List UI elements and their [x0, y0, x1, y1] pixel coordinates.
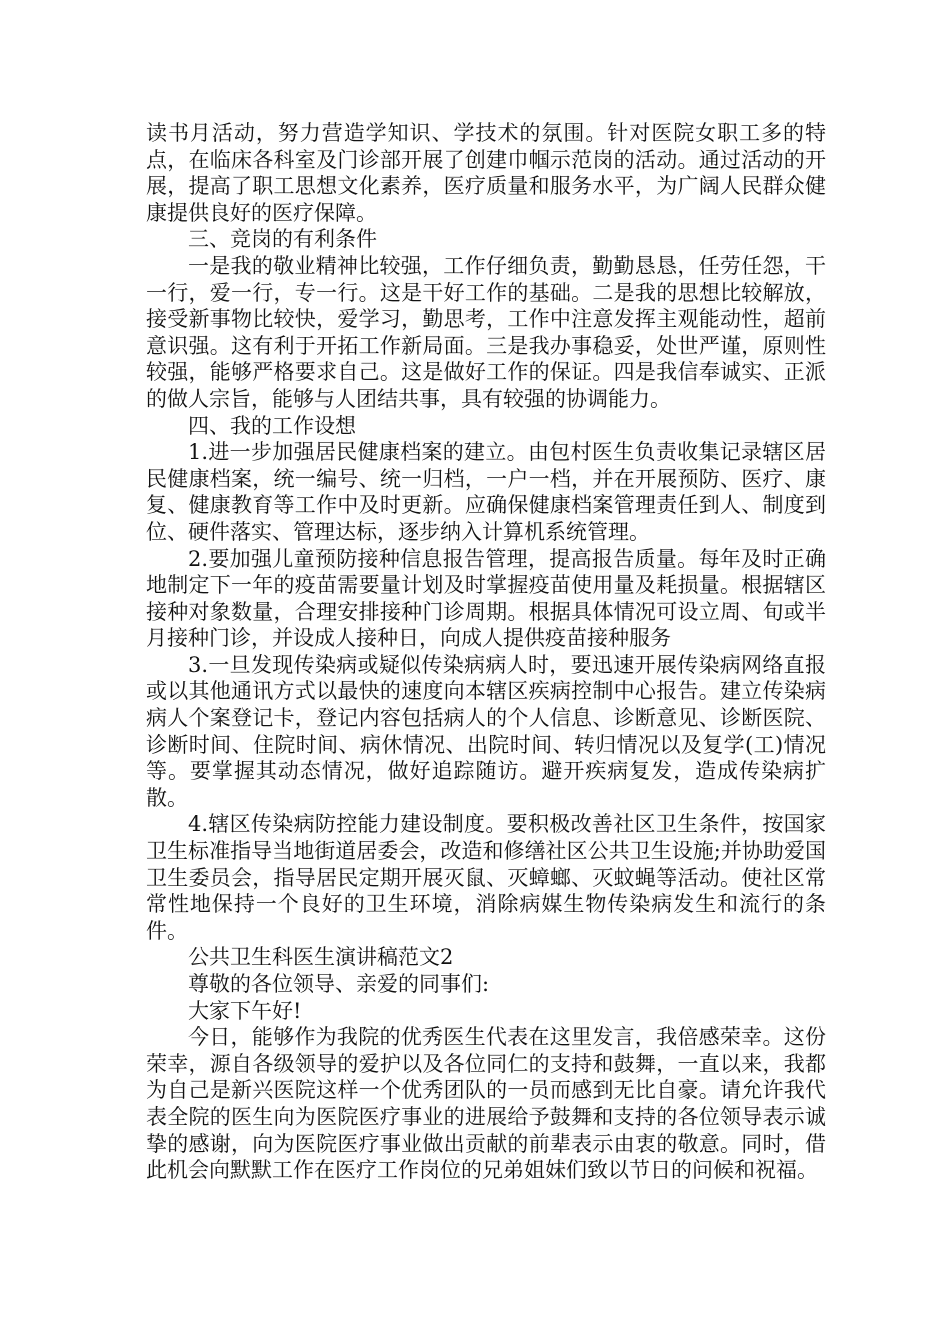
- section-heading-work-plan: 四、我的工作设想: [188, 413, 356, 438]
- section-heading-advantages: 三、竞岗的有利条件: [188, 227, 377, 252]
- speech-title: 公共卫生科医生演讲稿范文2: [188, 945, 454, 970]
- document-body: [146, 120, 826, 1184]
- speech-salutation: 尊敬的各位领导、亲爱的同事们:: [188, 972, 490, 996]
- paragraph-plan-4: 4.辖区传染病防控能力建设制度。要积极改善社区卫生条件，按国家卫生标准指导当地街道居委会，改造和修缮社区公共卫生设施;并协助爱国卫生委员会，指导居民定期开展灭鼠、灭蟑螂、灭蚊蝇等活动。使社区常常性地保持一个良好的卫生环境，消除病媒生物传染病发生和流行的条件。: [146, 812, 826, 943]
- paragraph-plan-3: 3.一旦发现传染病或疑似传染病病人时，要迅速开展传染病网络直报或以其他通讯方式以最快的速度向本辖区疾病控制中心报告。建立传染病病人个案登记卡，登记内容包括病人的个人信息、诊断意见、诊断医院、诊断时间、住院时间、病休情况、出院时间、转归情况以及复学(工)情况等。要掌握其动态情况，做好追踪随访。避开疾病复发，造成传染病扩散。: [146, 652, 826, 810]
- paragraph-plan-1: 1.进一步加强居民健康档案的建立。由包村医生负责收集记录辖区居民健康档案，统一编号、统一归档，一户一档，并在开展预防、医疗、康复、健康教育等工作中及时更新。应确保健康档案管理责任到人、制度到位、硬件落实、管理达标，逐步纳入计算机系统管理。: [146, 440, 826, 544]
- paragraph-intro: 读书月活动，努力营造学知识、学技术的氛围。针对医院女职工多的特点，在临床各科室及门诊部开展了创建巾帼示范岗的活动。通过活动的开展，提高了职工思想文化素养，医疗质量和服务水平，为广阔人民群众健康提供良好的医疗保障。: [146, 121, 826, 225]
- paragraph-speech-body: 今日，能够作为我院的优秀医生代表在这里发言，我倍感荣幸。这份荣幸，源自各级领导的爱护以及各位同仁的支持和鼓舞，一直以来，我都为自己是新兴医院这样一个优秀团队的一员而感到无比自豪。请允许我代表全院的医生向为医院医疗事业的进展给予鼓舞和支持的各位领导表示诚挚的感谢，向为医院医疗事业做出贡献的前辈表示由衷的敬意。同时，借此机会向默默工作在医疗工作岗位的兄弟姐妹们致以节日的问候和祝福。: [146, 1025, 826, 1183]
- paragraph-advantages: 一是我的敬业精神比较强，工作仔细负责，勤勤恳恳，任劳任怨，干一行，爱一行，专一行。这是干好工作的基础。二是我的思想比较解放，接受新事物比较快，爱学习，勤思考，工作中注意发挥主观能动性，超前意识强。这有利于开拓工作新局面。三是我办事稳妥，处世严谨，原则性较强，能够严格要求自己。这是做好工作的保证。四是我信奉诚实、正派的做人宗旨，能够与人团结共事，具有较强的协调能力。: [146, 253, 826, 411]
- speech-greeting: 大家下午好!: [188, 998, 302, 1023]
- paragraph-plan-2: 2.要加强儿童预防接种信息报告管理，提高报告质量。每年及时正确地制定下一年的疫苗需要量计划及时掌握疫苗使用量及耗损量。根据辖区接种对象数量，合理安排接种门诊周期。根据具体情况可设立周、旬或半月接种门诊，并设成人接种日，向成人提供疫苗接种服务: [146, 546, 826, 651]
